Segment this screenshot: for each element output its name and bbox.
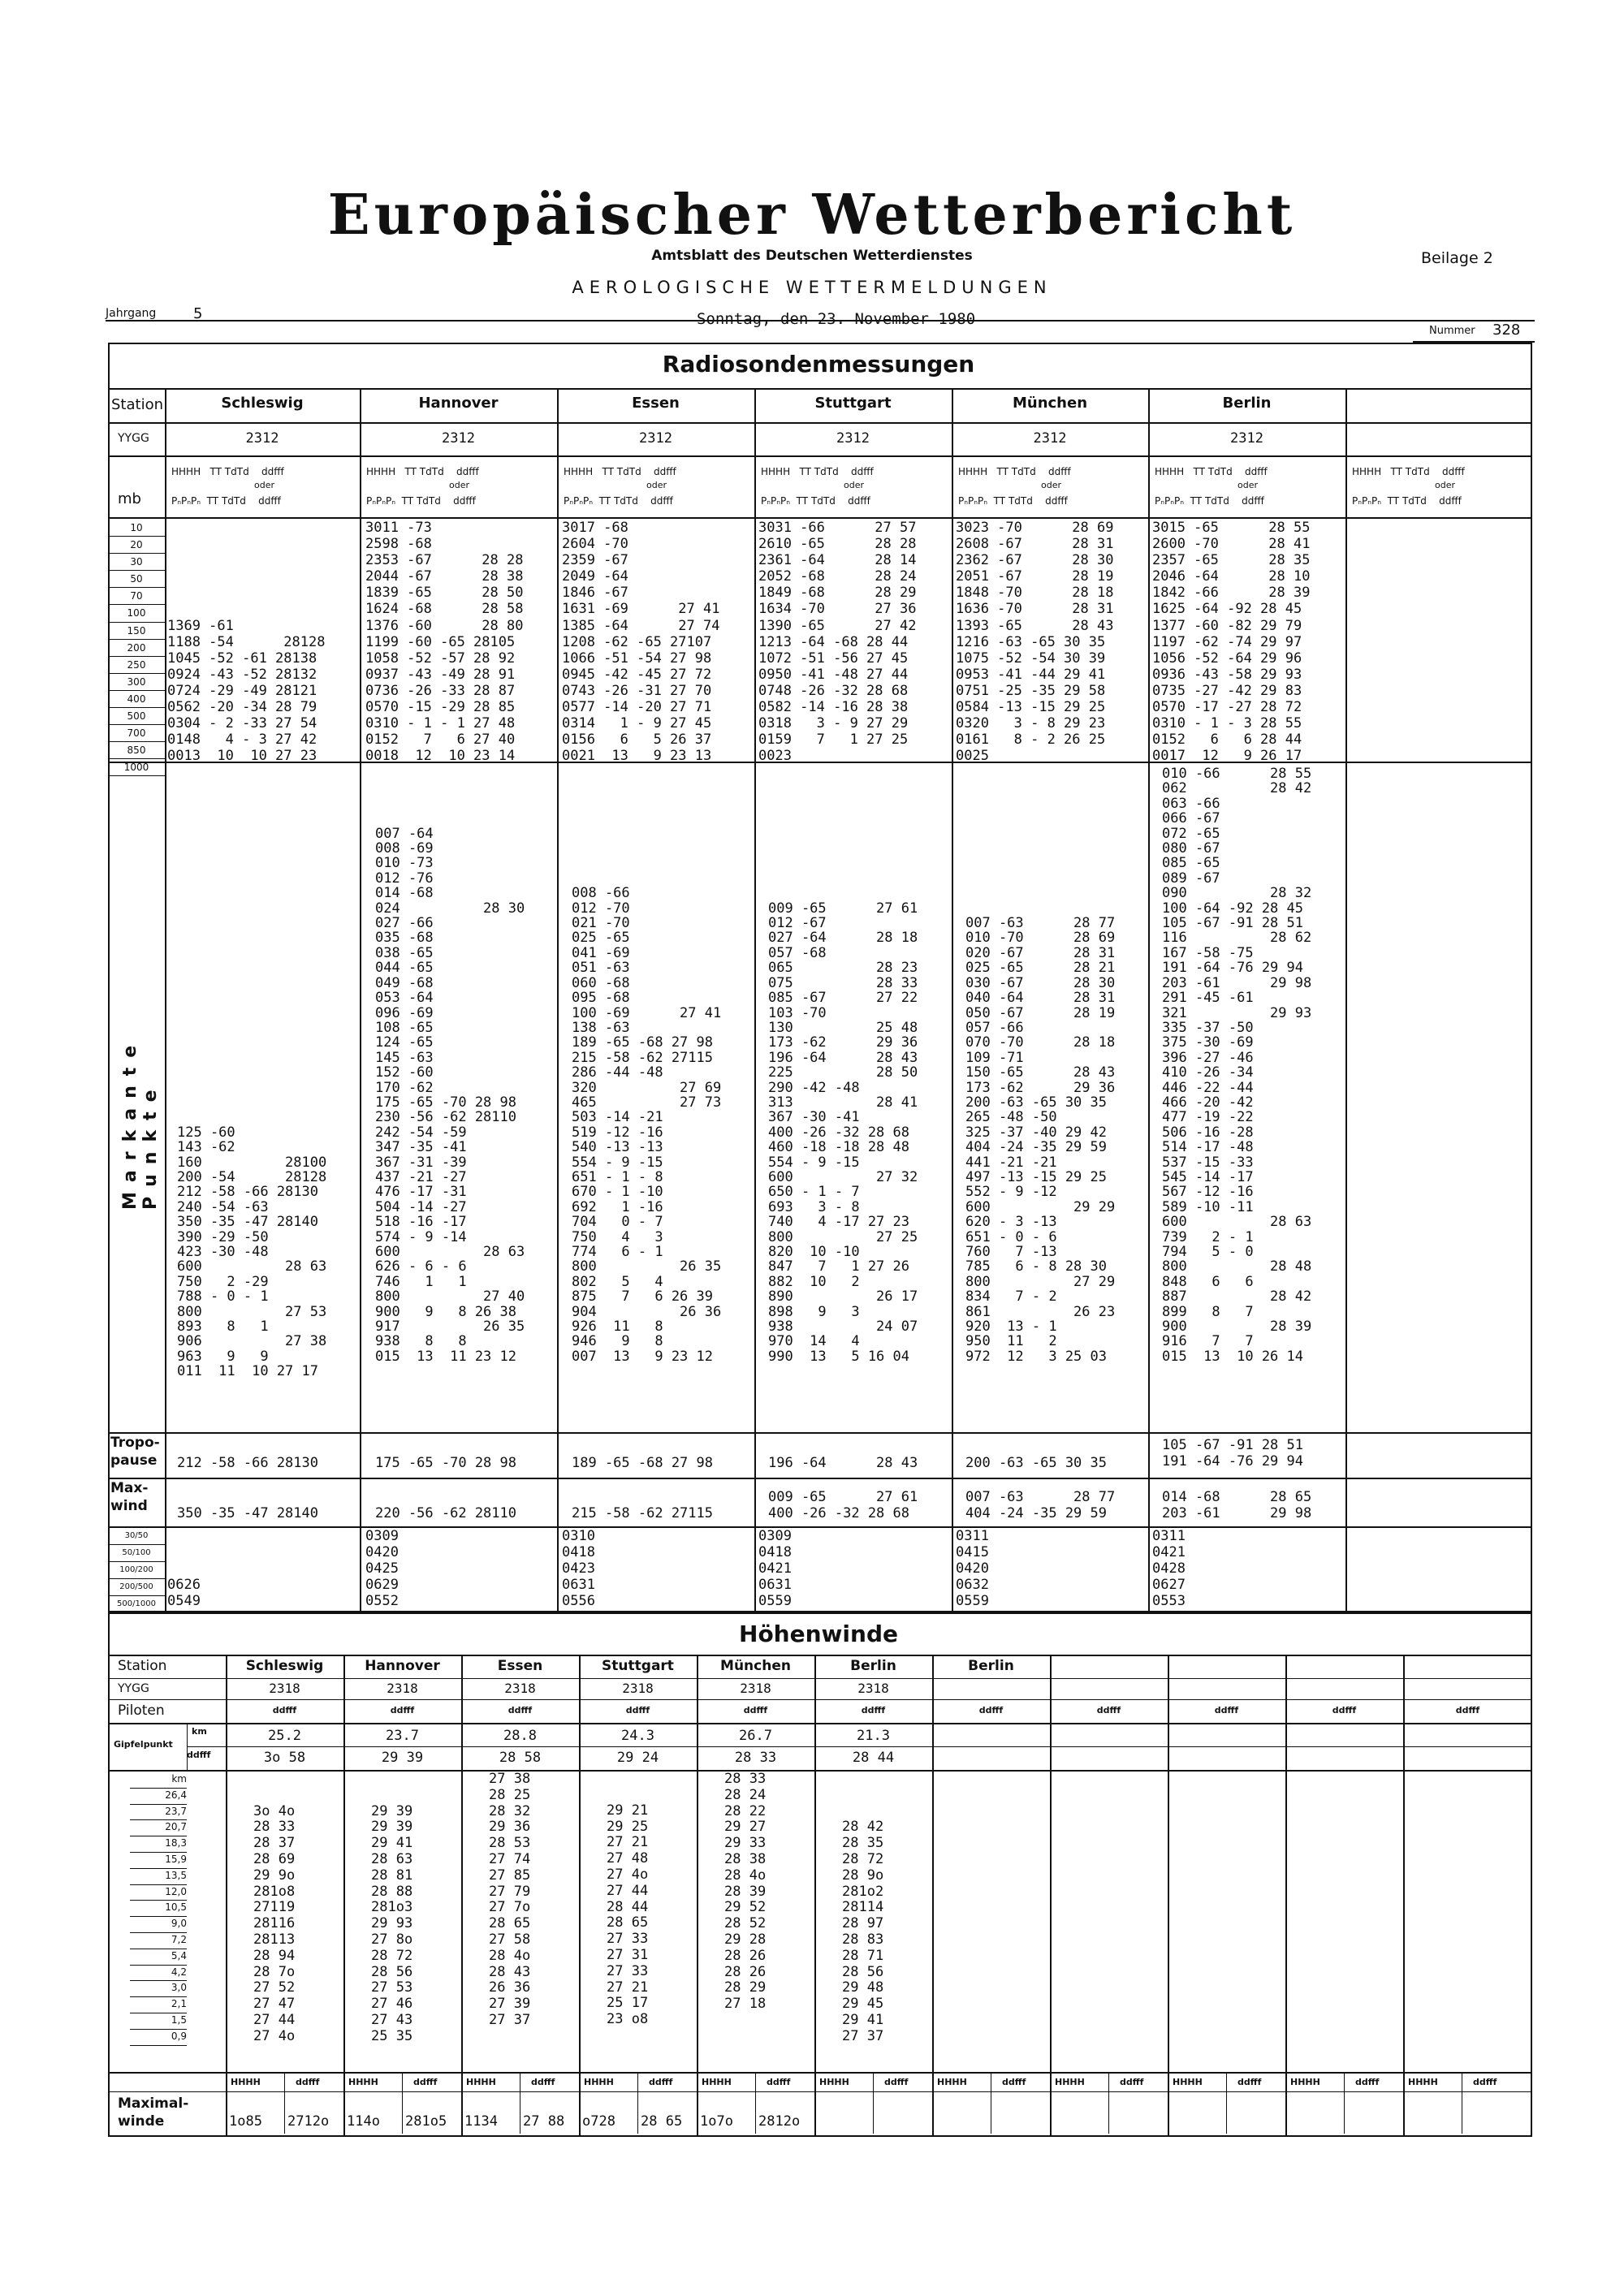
markante-hannover: 007 -64 008 -69 010 -73 012 -76 014 -68 024 28 30 027 -66 035 -68 038 -65 044 -65 049 -68 053 -64 096 -69 108 -65 124 -65 145 -63 152 -60 170 -62 175 -65 -70 28 98 230 -56 -62 28110 242 -54 -59 347 -35 -41 367 -31 -39 437 -21 -27 476 -17 -31 504 -14 -27 518 -16 -17 574 - 9 -14 600 28 63 626 - 6 - 6 746 1 1 800 27 40 900 9 8 26 38 917 26 35 938 8 8 015 13 11 23 12 <box>375 825 525 1365</box>
mb-level: 200 <box>108 640 165 657</box>
winds-schleswig: 3o 4o 28 33 28 37 28 69 29 9o 281o8 27119 28116 28113 28 94 28 7o 27 52 27 47 27 44 27 4o <box>253 1802 296 2044</box>
main-essen: 3017 -68 2604 -70 2359 -67 2049 -64 1846 -67 1631 -69 27 41 1385 -64 27 74 1208 -62 -65 27107 1066 -51 -54 27 98 0945 -42 -45 27 72 0743 -26 -31 27 70 0577 -14 -20 27 71 0314 1 - 9 27 45 0156 6 5 26 37 0021 13 9 23 13 <box>562 520 720 765</box>
piloten-label: Piloten <box>118 1703 165 1719</box>
hw-cell: 2,1 <box>130 1996 187 2013</box>
gipfel-km-label: km <box>192 1726 207 1737</box>
hw-sub-rule <box>1344 2072 1345 2134</box>
col-header-pnpnpn: PₙPₙPₙ TT TdTd ddfff <box>1155 495 1264 507</box>
hw-cell: 26.7 <box>739 1728 772 1744</box>
main-muenchen: 3023 -70 28 69 2608 -67 28 31 2362 -67 28 30 2051 -67 28 19 1848 -70 28 18 1636 -70 28 31 1393 -65 28 43 1216 -63 -65 30 35 1075 -52 -54 30 39 0953 -41 -44 29 41 0751 -25 -35 29 58 0584 -13 -15 29 25 0320 3 - 8 29 23 0161 8 - 2 26 25 0025 <box>956 520 1114 765</box>
hw-column-rule <box>1285 1655 1287 2135</box>
hw-cell: HHHH <box>937 2077 967 2087</box>
mb-level: 150 <box>108 623 165 640</box>
maxwind-stuttgart: 009 -65 27 61 400 -26 -32 28 68 <box>768 1489 918 1522</box>
hw-sub-rule <box>755 2072 756 2134</box>
col-header-hhhh: HHHH TT TdTd ddfff <box>171 466 284 477</box>
thick-essen: 0310 0418 0423 0631 0556 <box>562 1528 595 1610</box>
nummer-label: Nummer <box>1429 325 1475 337</box>
hw-column-rule <box>343 1655 345 2135</box>
hw-sub-rule <box>873 2072 874 2134</box>
winds-berlin: 28 42 28 35 28 72 28 9o 281o2 28114 28 97 28 83 28 71 28 56 29 48 29 45 29 41 27 37 <box>842 1819 884 2044</box>
hw-cell: 29 24 <box>616 1750 659 1766</box>
col-header-hhhh: HHHH TT TdTd ddfff <box>1155 466 1268 477</box>
hw-sub-rule <box>402 2072 403 2134</box>
markante-stuttgart: 009 -65 27 61 012 -67 027 -64 28 18 057 -68 065 28 23 075 28 33 085 -67 27 22 103 -70 130 25 48 173 -62 29 36 196 -64 28 43 225 28 50 290 -42 -48 313 28 41 367 -30 -41 400 -26 -32 28 68 460 -18 -18 28 48 554 - 9 -15 600 27 32 650 - 1 - 7 693 3 - 8 740 4 -17 27 23 800 27 25 820 10 -10 847 7 1 27 26 882 10 2 890 26 17 898 9 3 938 24 07 970 14 4 990 13 5 16 04 <box>768 900 918 1365</box>
mb-level: 500 <box>108 708 165 725</box>
hw-cell: ddfff <box>272 1705 297 1716</box>
hw-column-rule <box>1403 1655 1405 2135</box>
maxwind-essen: 215 -58 -62 27115 <box>572 1505 713 1521</box>
hw-cell: ddfff <box>508 1705 533 1716</box>
hw-cell: 7,2 <box>130 1932 187 1949</box>
hw-cell: 2318 <box>857 1681 889 1696</box>
hw-cell: 1o85 <box>229 2113 262 2130</box>
maxwind-hannover: 220 -56 -62 28110 <box>375 1505 516 1521</box>
hw-cell: Stuttgart <box>602 1658 674 1674</box>
hw-cell: ddfff <box>884 2077 909 2087</box>
hw-cell: 28.8 <box>503 1728 537 1744</box>
col-header-pnpnpn: PₙPₙPₙ TT TdTd ddfff <box>171 495 281 507</box>
hw-cell: Hannover <box>365 1658 440 1674</box>
gipfel-ddfff-label: ddfff <box>187 1750 211 1760</box>
hw-cell: ddfff <box>1096 1705 1121 1716</box>
col-header-pnpnpn: PₙPₙPₙ TT TdTd ddfff <box>958 495 1068 507</box>
hw-cell: ddfff <box>743 1705 768 1716</box>
hw-cell: HHHH <box>466 2077 496 2087</box>
thick-stuttgart: 0309 0418 0421 0631 0559 <box>758 1528 792 1610</box>
maxwind-berlin: 014 -68 28 65 203 -61 29 98 <box>1162 1489 1312 1522</box>
mb-level: 20 <box>108 537 165 554</box>
hw-cell: 23.7 <box>386 1728 419 1744</box>
hw-cell: 29 39 <box>381 1750 424 1766</box>
yygg-hannover: 2312 <box>442 430 475 447</box>
markante-label: Markante Punkte <box>120 1035 161 1210</box>
col-header-pnpnpn: PₙPₙPₙ TT TdTd ddfff <box>564 495 673 507</box>
thickness-level: 30/50 <box>108 1528 165 1545</box>
yygg-muenchen: 2312 <box>1033 430 1067 447</box>
hw-cell: 0,9 <box>130 2029 187 2046</box>
hw-cell: ddfff <box>978 1705 1004 1716</box>
col-header-hhhh: HHHH TT TdTd ddfff <box>1352 466 1465 477</box>
hw-cell: 28 58 <box>499 1750 542 1766</box>
col-header-hhhh: HHHH TT TdTd ddfff <box>958 466 1071 477</box>
hw-column-rule <box>1168 1655 1169 2135</box>
hw-cell: 28 33 <box>734 1750 777 1766</box>
winds-muenchen: 28 33 28 24 28 22 29 27 29 33 28 38 28 4o 28 39 29 52 28 52 29 28 28 26 28 26 28 29 27 18 <box>724 1771 767 2013</box>
mb-level: 30 <box>108 554 165 571</box>
beilage-label: Beilage 2 <box>1421 249 1493 267</box>
hw-station-label: Station <box>118 1658 167 1674</box>
mb-level: 100 <box>108 605 165 622</box>
station-stuttgart: Stuttgart <box>814 395 892 412</box>
gipfel-divider-v <box>187 1723 188 1770</box>
hw-cell: ddfff <box>1455 1705 1480 1716</box>
page-title: Europäischer Wetterbericht <box>327 183 1297 248</box>
hw-cell: 5,4 <box>130 1949 187 1966</box>
hw-cell: 15,9 <box>130 1852 187 1869</box>
hw-cell: 10,5 <box>130 1900 187 1917</box>
col-header-oder: oder <box>449 480 470 490</box>
markante-muenchen: 007 -63 28 77 010 -70 28 69 020 -67 28 31 025 -65 28 21 030 -67 28 30 040 -64 28 31 050 -67 28 19 057 -66 070 -70 28 18 109 -71 150 -65 28 43 173 -62 29 36 200 -63 -65 30 35 265 -48 -50 325 -37 -40 29 42 404 -24 -35 29 59 441 -21 -21 497 -13 -15 29 25 552 - 9 -12 600 29 29 620 - 3 -13 651 - 0 - 6 760 7 -13 785 6 - 8 28 30 800 27 29 834 7 - 2 861 26 23 920 13 - 1 950 11 2 972 12 3 25 03 <box>965 915 1116 1365</box>
thickness-level: 500/1000 <box>108 1596 165 1613</box>
hw-cell: 3o 58 <box>263 1750 306 1766</box>
tropo-stuttgart: 196 -64 28 43 <box>768 1455 918 1471</box>
station-berlin: Berlin <box>1222 395 1272 412</box>
radiosonde-heading: Radiosondenmessungen <box>662 351 975 378</box>
hw-cell: HHHH <box>231 2077 261 2087</box>
hw-cell: o728 <box>582 2113 615 2130</box>
hoehenwinde-heading: Höhenwinde <box>739 1621 898 1647</box>
col-header-oder: oder <box>1435 480 1456 490</box>
hw-cell: 26,4 <box>130 1788 187 1805</box>
markante-schleswig: 125 -60 143 -62 160 28100 200 -54 28128 212 -58 -66 28130 240 -54 -63 350 -35 -47 28140 390 -29 -50 423 -30 -48 600 28 63 750 2 -29 788 - 0 - 1 800 27 53 893 8 1 906 27 38 963 9 9 011 11 10 27 17 <box>177 1124 327 1380</box>
mb-label: mb <box>118 490 141 507</box>
col-header-pnpnpn: PₙPₙPₙ TT TdTd ddfff <box>761 495 870 507</box>
gipfel-label: Gipfelpunkt <box>114 1739 173 1750</box>
hw-cell: Berlin <box>968 1658 1014 1674</box>
col-header-oder: oder <box>1041 480 1062 490</box>
hw-cell: 2318 <box>504 1681 536 1696</box>
hw-cell: 1134 <box>464 2113 498 2130</box>
hw-cell: HHHH <box>1173 2077 1203 2087</box>
yygg-stuttgart: 2312 <box>836 430 870 447</box>
hw-cell: 12,0 <box>130 1884 187 1901</box>
col-header-oder: oder <box>1237 480 1259 490</box>
hw-cell: 27 88 <box>523 2113 565 2130</box>
hw-cell: HHHH <box>1408 2077 1438 2087</box>
mb-level: 850 <box>108 742 165 759</box>
hw-cell: ddfff <box>413 2077 438 2087</box>
hw-cell: ddfff <box>531 2077 555 2087</box>
winds-stuttgart: 29 21 29 25 27 21 27 48 27 4o 27 44 28 44 28 65 27 33 27 31 27 33 27 21 25 17 23 o8 <box>607 1802 649 2028</box>
tropo-hannover: 175 -65 -70 28 98 <box>375 1455 516 1471</box>
hw-cell: 281o5 <box>405 2113 447 2130</box>
hw-column-rule <box>1050 1655 1052 2135</box>
hw-column-rule <box>461 1655 463 2135</box>
hw-cell: 2318 <box>269 1681 300 1696</box>
thick-muenchen: 0311 0415 0420 0632 0559 <box>956 1528 989 1610</box>
mb-level: 700 <box>108 725 165 742</box>
hw-cell: Essen <box>497 1658 543 1674</box>
station-schleswig: Schleswig <box>221 395 304 412</box>
hw-column-rule <box>697 1655 698 2135</box>
col-header-pnpnpn: PₙPₙPₙ TT TdTd ddfff <box>366 495 476 507</box>
hw-cell: HHHH <box>1055 2077 1085 2087</box>
col-header-oder: oder <box>646 480 667 490</box>
station-essen: Essen <box>632 395 680 412</box>
thickness-levels <box>108 1528 165 1613</box>
mb-level: 300 <box>108 674 165 691</box>
maximalwinde-label: Maximal-winde <box>118 2095 189 2130</box>
subtitle: Amtsblatt des Deutschen Wetterdienstes <box>651 248 973 264</box>
hw-cell: 2318 <box>622 1681 654 1696</box>
mb-level: 1000 <box>108 759 165 776</box>
markante-berlin: 010 -66 28 55 062 28 42 063 -66 066 -67 072 -65 080 -67 085 -65 089 -67 090 28 32 100 -64 -92 28 45 105 -67 -91 28 51 116 28 62 167 -58 -75 191 -64 -76 29 94 203 -61 29 98 291 -45 -61 321 29 93 335 -37 -50 375 -30 -69 396 -27 -46 410 -26 -34 446 -22 -44 466 -20 -42 477 -19 -22 506 -16 -28 514 -17 -48 537 -15 -33 545 -14 -17 567 -12 -16 589 -10 -11 600 28 63 739 2 - 1 794 5 - 0 800 28 48 848 6 6 887 28 42 899 8 7 900 28 39 916 7 7 015 13 10 26 14 <box>1162 766 1312 1365</box>
winds-essen: 27 38 28 25 28 32 29 36 28 53 27 74 27 85 27 79 27 7o 28 65 27 58 28 4o 28 43 26 36 27 39 27 37 <box>489 1771 531 2028</box>
col-header-oder: oder <box>844 480 865 490</box>
hw-sub-rule <box>284 2072 285 2134</box>
thickness-level: 200/500 <box>108 1579 165 1596</box>
hw-cell: ddfff <box>1473 2077 1497 2087</box>
hw-cell: 4,2 <box>130 1965 187 1982</box>
hw-cell: 21.3 <box>857 1728 890 1744</box>
mb-level: 50 <box>108 571 165 588</box>
hw-cell: HHHH <box>584 2077 614 2087</box>
hw-cell: 9,0 <box>130 1916 187 1933</box>
hw-cell: 2318 <box>387 1681 418 1696</box>
gipfel-divider <box>187 1746 1532 1747</box>
station-label: Station <box>111 396 163 413</box>
hw-cell: München <box>720 1658 791 1674</box>
hw-cell: 24.3 <box>621 1728 654 1744</box>
hw-cell: 2318 <box>740 1681 771 1696</box>
col-header-hhhh: HHHH TT TdTd ddfff <box>761 466 874 477</box>
hw-cell: 2812o <box>758 2113 801 2130</box>
yygg-berlin: 2312 <box>1230 430 1263 447</box>
hw-cell: 1o7o <box>700 2113 733 2130</box>
hw-cell: ddfff <box>1002 2077 1026 2087</box>
mb-levels <box>108 520 165 776</box>
maxwind-schleswig: 350 -35 -47 28140 <box>177 1505 318 1521</box>
hw-cell: km <box>130 1772 187 1789</box>
station-hannover: Hannover <box>418 395 499 412</box>
hw-cell: ddfff <box>625 1705 650 1716</box>
thickness-level: 50/100 <box>108 1545 165 1562</box>
hw-cell: ddfff <box>296 2077 320 2087</box>
thick-schleswig: 0626 0549 <box>167 1577 201 1610</box>
winds-hannover: 29 39 29 39 29 41 28 63 28 81 28 88 281o3 29 93 27 8o 28 72 28 56 27 53 27 46 27 43 25 35 <box>371 1802 413 2044</box>
col-header-pnpnpn: PₙPₙPₙ TT TdTd ddfff <box>1352 495 1462 507</box>
hw-cell: HHHH <box>1290 2077 1320 2087</box>
col-header-hhhh: HHHH TT TdTd ddfff <box>564 466 676 477</box>
hw-column-rule <box>932 1655 934 2135</box>
hw-cell: ddfff <box>1214 1705 1239 1716</box>
issue-date: Sonntag, den 23. November 1980 <box>697 310 976 328</box>
hw-cell: HHHH <box>348 2077 378 2087</box>
maxwind-muenchen: 007 -63 28 77 404 -24 -35 29 59 <box>965 1489 1116 1522</box>
hw-column-rule <box>226 1655 227 2135</box>
hw-column-rule <box>579 1655 581 2135</box>
yygg-label: YYGG <box>118 432 149 445</box>
hw-cell: 1,5 <box>130 2013 187 2030</box>
hw-cell: HHHH <box>702 2077 732 2087</box>
hw-sub-rule <box>637 2072 638 2134</box>
hw-cell: 25.2 <box>268 1728 301 1744</box>
nummer-value: 328 <box>1492 322 1521 339</box>
tropopause-label: Tropo-pause <box>110 1435 160 1469</box>
hw-cell: ddfff <box>390 1705 415 1716</box>
markante-essen: 008 -66 012 -70 021 -70 025 -65 041 -69 051 -63 060 -68 095 -68 100 -69 27 41 138 -63 189 -65 -68 27 98 215 -58 -62 27115 286 -44 -48 320 27 69 465 27 73 503 -14 -21 519 -12 -16 540 -13 -13 554 - 9 -15 651 - 1 - 8 670 - 1 -10 692 1 -16 704 0 - 7 750 4 3 774 6 - 1 800 26 35 802 5 4 875 7 6 26 39 904 26 36 926 11 8 946 9 8 007 13 9 23 12 <box>572 885 722 1365</box>
hw-column-rule <box>814 1655 816 2135</box>
thick-hannover: 0309 0420 0425 0629 0552 <box>365 1528 399 1610</box>
hw-cell: 23,7 <box>130 1804 187 1821</box>
hw-cell: Berlin <box>850 1658 896 1674</box>
hw-cell: ddfff <box>1120 2077 1144 2087</box>
thick-berlin: 0311 0421 0428 0627 0553 <box>1152 1528 1186 1610</box>
tropo-schleswig: 212 -58 -66 28130 <box>177 1455 318 1471</box>
jahrgang-label: Jahrgang <box>106 307 157 320</box>
hw-cell: ddfff <box>1332 1705 1357 1716</box>
mb-level: 10 <box>108 520 165 537</box>
mb-level: 400 <box>108 691 165 708</box>
hw-cell: 13,5 <box>130 1868 187 1885</box>
col-header-hhhh: HHHH TT TdTd ddfff <box>366 466 479 477</box>
hw-cell: ddfff <box>1355 2077 1380 2087</box>
hw-cell: 20,7 <box>130 1819 187 1836</box>
main-stuttgart: 3031 -66 27 57 2610 -65 28 28 2361 -64 28 14 2052 -68 28 24 1849 -68 28 29 1634 -70 27 36 1390 -65 27 42 1213 -64 -68 28 44 1072 -51 -56 27 45 0950 -41 -48 27 44 0748 -26 -32 28 68 0582 -14 -16 28 38 0318 3 - 9 27 29 0159 7 1 27 25 0023 <box>758 520 917 765</box>
section-title: AEROLOGISCHE WETTERMELDUNGEN <box>572 278 1052 297</box>
tropo-berlin: 105 -67 -91 28 51 191 -64 -76 29 94 <box>1162 1437 1303 1470</box>
main-schleswig: 1369 -61 1188 -54 28128 1045 -52 -61 28138 0924 -43 -52 28132 0724 -29 -49 28121 0562 -20 -34 28 79 0304 - 2 -33 27 54 0148 4 - 3 27 42 0013 10 10 27 23 <box>167 617 326 765</box>
hw-sub-rule <box>1226 2072 1227 2134</box>
hw-cell: ddfff <box>767 2077 791 2087</box>
hw-cell: ddfff <box>1237 2077 1262 2087</box>
hw-cell: 18,3 <box>130 1836 187 1853</box>
main-berlin: 3015 -65 28 55 2600 -70 28 41 2357 -65 28 35 2046 -64 28 10 1842 -66 28 39 1625 -64 -92 28 45 1377 -60 -82 29 79 1197 -62 -74 29 97 1056 -52 -64 29 96 0936 -43 -58 29 93 0735 -27 -42 29 83 0570 -17 -27 28 72 0310 - 1 - 3 28 55 0152 6 6 28 44 0017 12 9 26 17 <box>1152 520 1311 765</box>
hw-sub-rule <box>1108 2072 1109 2134</box>
hw-cell: 2712o <box>287 2113 330 2130</box>
yygg-schleswig: 2312 <box>245 430 279 447</box>
jahrgang-value: 5 <box>193 305 203 322</box>
hw-cell: HHHH <box>819 2077 849 2087</box>
hw-cell: 28 44 <box>852 1750 895 1766</box>
hw-cell: ddfff <box>861 1705 886 1716</box>
maxwind-label: Max-wind <box>110 1480 149 1514</box>
mb-level: 250 <box>108 657 165 674</box>
station-muenchen: München <box>1012 395 1088 412</box>
hw-cell: 3,0 <box>130 1980 187 1997</box>
main-hannover: 3011 -73 2598 -68 2353 -67 28 28 2044 -67 28 38 1839 -65 28 50 1624 -68 28 58 1376 -60 28 80 1199 -60 -65 28105 1058 -52 -57 28 92 0937 -43 -49 28 91 0736 -26 -33 28 87 0570 -15 -29 28 85 0310 - 1 - 1 27 48 0152 7 6 27 40 0018 12 10 23 14 <box>365 520 524 765</box>
thickness-level: 100/200 <box>108 1562 165 1579</box>
yygg-essen: 2312 <box>639 430 672 447</box>
hw-cell: 114o <box>347 2113 380 2130</box>
col-header-oder: oder <box>254 480 275 490</box>
tropo-muenchen: 200 -63 -65 30 35 <box>965 1455 1107 1471</box>
hw-yygg-label: YYGG <box>118 1682 149 1695</box>
hw-cell: 28 65 <box>641 2113 683 2130</box>
hw-cell: Schleswig <box>245 1658 324 1674</box>
hw-cell: ddfff <box>649 2077 673 2087</box>
tropo-essen: 189 -65 -68 27 98 <box>572 1455 713 1471</box>
mb-level: 70 <box>108 588 165 605</box>
